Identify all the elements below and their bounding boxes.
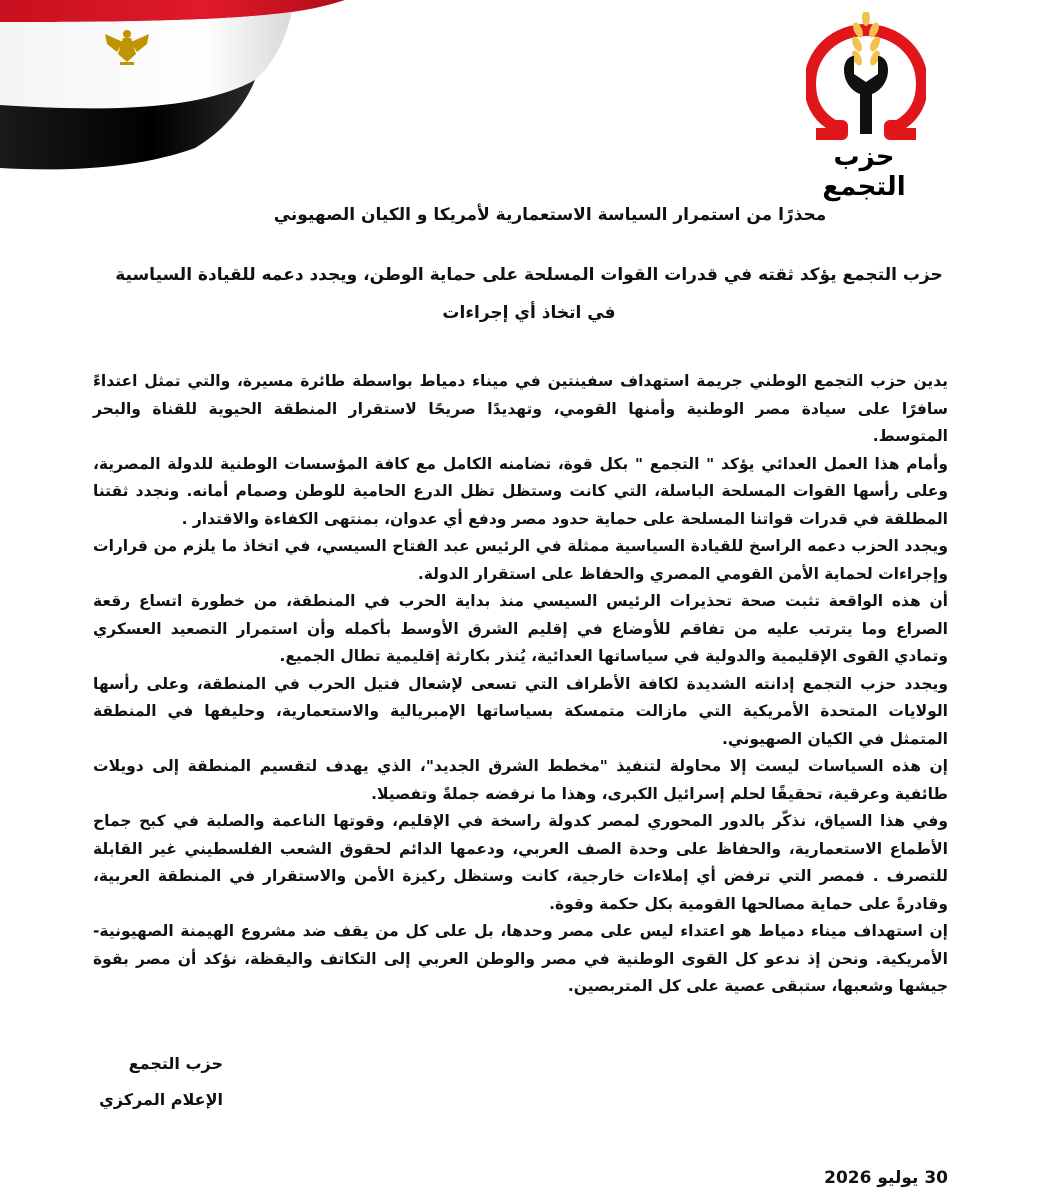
statement-body: [93, 368, 948, 1001]
party-emblem-icon: [806, 12, 926, 146]
signature-party: حزب التجمع: [128, 1054, 223, 1073]
statement-date: 30 يوليو 2026: [824, 1168, 948, 1188]
party-name-logo-text: حزب التجمع: [822, 142, 906, 202]
body-paragraph: ويجدد حزب التجمع إدانته الشديدة لكافة الأطراف التي تسعى لإشعال فتيل الحرب في المنطقة، وعلى رأسها الولايات المتحدة الأمريكية التي مازالت متمسكة بسياساتها الإمبريالية والاستعمارية، وحليفها في المنطقة المتمثل في الكيان الصهيوني.: [93, 674, 948, 748]
body-paragraph: وفي هذا السياق، نذكّر بالدور المحوري لمصر كدولة راسخة في الإقليم، وقوتها الناعمة والصلبة في كبح جماح الأطماع الاستعمارية، والحفاظ على وحدة الصف العربي، ودعمها الدائم لحقوق الشعب الفلسطيني غير القابلة للتصرف . فمصر التي ترفض أي إملاءات خارجية، كانت وستظل ركيزة الأمن والاستقرار في المنطقة العربية، وقادرةً على حماية مصالحها القومية بكل حكمة وقوة.: [93, 812, 948, 913]
egypt-flag-icon: [0, 0, 360, 175]
headline-primary: محذرًا من استمرار السياسة الاستعمارية لأمريكا و الكيان الصهيوني: [273, 205, 827, 225]
headline-secondary: حزب التجمع يؤكد ثقته في قدرات القوات المسلحة على حماية الوطن، ويجدد دعمه للقيادة السياسية في اتخاذ أي إجراءات: [115, 265, 943, 323]
signature-block: [93, 1046, 948, 1118]
body-paragraph: ويجدد الحزب دعمه الراسخ للقيادة السياسية ممثلة في الرئيس عبد الفتاح السيسي، في اتخاذ ما يلزم من قرارات وإجراءات لحماية الأمن القومي المصري والحفاظ على استقرار الدولة.: [93, 537, 948, 583]
body-paragraph: أن هذه الواقعة تثبت صحة تحذيرات الرئيس السيسي منذ بداية الحرب في المنطقة، من خطورة اتساع رقعة الصراع وما يترتب عليه من تفاقم للأوضاع في إقليم الشرق الأوسط بأكمله وأن استمرار التصعيد العسكري وتمادي القوى الإقليمية والدولية في سياساتها العدائية، يُنذر بكارثة إقليمية تطال الجميع.: [93, 592, 948, 665]
body-paragraph: يدين حزب التجمع الوطني جريمة استهداف سفينتين في ميناء دمياط بواسطة طائرة مسيرة، والتي تمثل اعتداءً سافرًا على سيادة مصر الوطنية وأمنها القومي، وتهديدًا صريحًا لاستقرار المنطقة الحيوية للقناة والبحر المتوسط.: [93, 372, 948, 445]
body-paragraph: إن هذه السياسات ليست إلا محاولة لتنفيذ "مخطط الشرق الجديد"، الذي يهدف لتقسيم المنطقة إلى دويلات طائفية وعرقية، تحقيقًا لحلم إسرائيل الكبرى، وهذا ما نرفضه جملةً وتفصيلا.: [93, 757, 948, 803]
body-paragraph: وأمام هذا العمل العدائي يؤكد " التجمع " بكل قوة، تضامنه الكامل مع كافة المؤسسات الوطنية للدولة المصرية، وعلى رأسها القوات المسلحة الباسلة، التي كانت وستظل تظل الدرع الحامية للوطن وصمام أمانه. ونجدد ثقتنا المطلقة في قدرات قواتنا المسلحة على حماية حدود مصر ودفع أي عدوان، بمنتهى الكفاءة والاقتدار .: [93, 454, 948, 528]
signature-department: الإعلام المركزي: [99, 1090, 223, 1109]
body-paragraph: إن استهداف ميناء دمياط هو اعتداء ليس على مصر وحدها، بل على كل من يقف ضد مشروع الهيمنة الصهيونية-الأمريكية. ونحن إذ ندعو كل القوى الوطنية في مصر والوطن العربي إلى التكاتف واليقظة، نؤكد أن مصر بقوة جيشها وشعبها، ستبقى عصية على كل المتربصين.: [93, 922, 948, 995]
